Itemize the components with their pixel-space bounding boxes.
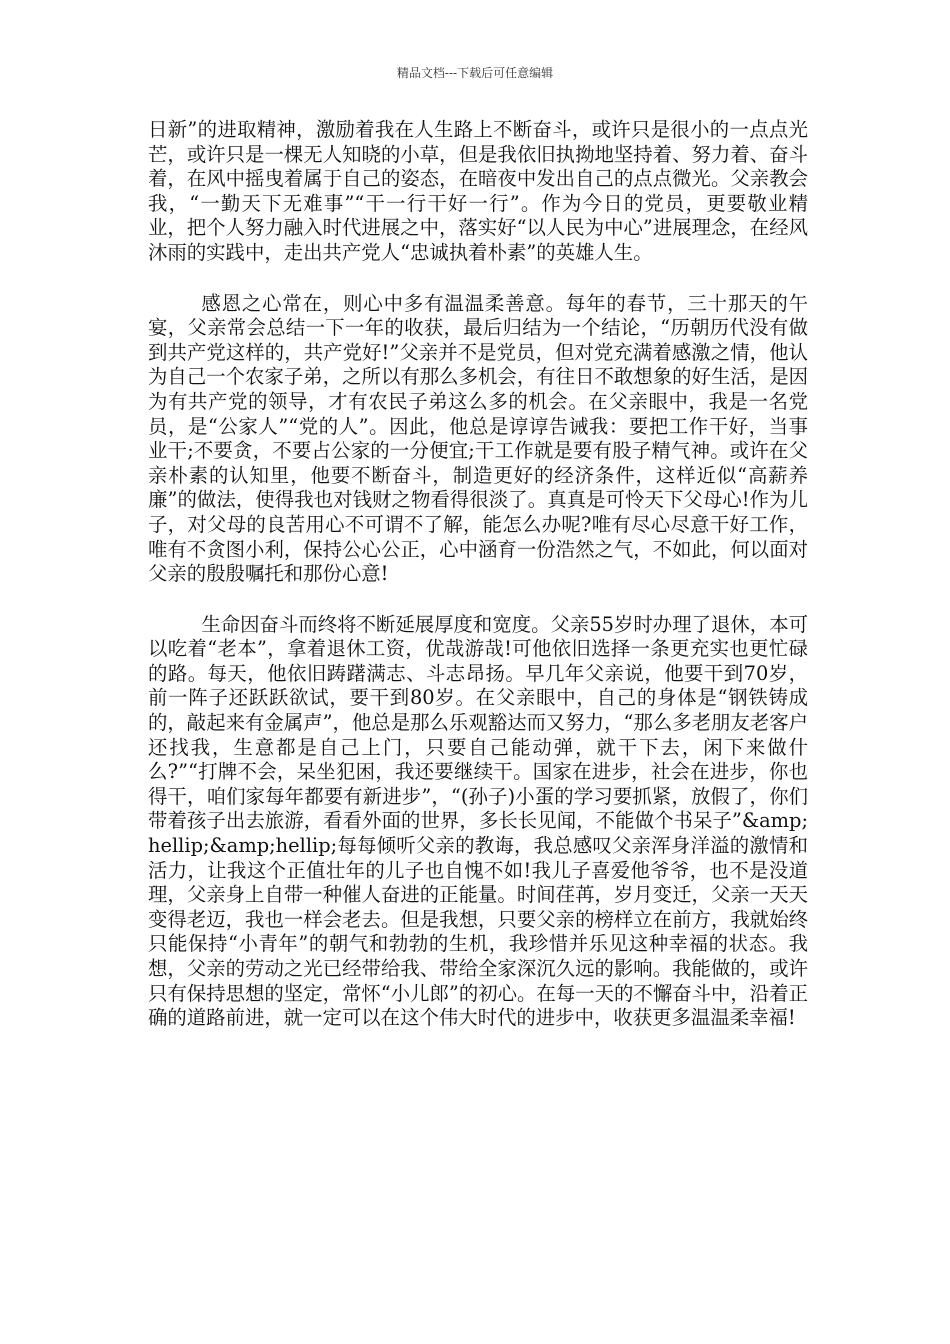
page-header: 精品文档---下载后可任意编辑: [396, 66, 554, 80]
paragraph-1: 日新”的进取精神，激励着我在人生路上不断奋斗，或许只是很小的一点点光芒，或许只是一棵无人知晓的小草，但是我依旧执拗地坚持着、努力着、奋斗着，在风中摇曳着属于自己的姿态，在暗夜中发出自己的点点微光。父亲教会我，“一勤天下无难事”“干一行干好一行”。作为今日的党员，更要敬业精业，把个人努力融入时代进展之中，落实好“以人民为中心”进展理念，在经风沐雨的实践中，走出共产党人“忠诚执着朴素”的英雄人生。: [148, 118, 808, 264]
document-body: [148, 118, 808, 1031]
paragraph-2: 感恩之心常在，则心中多有温温柔善意。每年的春节，三十那天的午宴，父亲常会总结一下一年的收获，最后归结为一个结论，“历朝历代没有做到共产党这样的，共产党好!”父亲并不是党员，但对党充满着感激之情，他认为自己一个农家子弟，之所以有那么多机会，有往日不敢想象的好生活，是因为有共产党的领导，才有农民子弟这么多的机会。在父亲眼中，我是一名党员，是“公家人”“党的人”。因此，他总是谆谆告诫我：要把工作干好，当事业干;不要贪，不要占公家的一分便宜;干工作就是要有股子精气神。或许在父亲朴素的认知里，他要不断奋斗，制造更好的经济条件，这样近似“高薪养廉”的做法，使得我也对钱财之物看得很淡了。真真是可怜天下父母心!作为儿子，对父母的良苦用心不可谓不了解，能怎么办呢?唯有尽心尽意干好工作，唯有不贪图小利，保持公心公正，心中涵育一份浩然之气，不如此，何以面对父亲的殷殷嘱托和那份心意!: [148, 291, 808, 586]
paragraph-3: 生命因奋斗而终将不断延展厚度和宽度。父亲55岁时办理了退休，本可以吃着“老本”，拿着退休工资，优哉游哉!可他依旧选择一条更充实也更忙碌的路。每天，他依旧踌躇满志、斗志昂扬。早几年父亲说，他要干到70岁，前一阵子还跃跃欲试，要干到80岁。在父亲眼中，自己的身体是“钢铁铸成的，敲起来有金属声”，他总是那么乐观豁达而又努力，“那么多老朋友老客户还找我，生意都是自己上门，只要自己能动弹，就干下去，闲下来做什么?”“打牌不会，呆坐犯困，我还要继续干。国家在进步，社会在进步，你也得干，咱们家每年都要有新进步”，“(孙子)小蛋的学习要抓紧，放假了，你们带着孩子出去旅游，看看外面的世界，多长长见闻，不能做个书呆子”&amp;hellip;&amp;hellip;每每倾听父亲的教诲，我总感叹父亲浑身洋溢的激情和活力，让我这个正值壮年的儿子也自愧不如!我儿子喜爱他爷爷，也不是没道理，父亲身上自带一种催人奋进的正能量。时间荏苒，岁月变迁，父亲一天天变得老迈，我也一样会老去。但是我想，只要父亲的榜样立在前方，我就始终只能保持“小青年”的朝气和勃勃的生机，我珍惜并乐见这种幸福的状态。我想，父亲的劳动之光已经带给我、带给全家深沉久远的影响。我能做的，或许只有保持思想的坚定，常怀“小儿郎”的初心。在每一天的不懈奋斗中，沿着正确的道路前进，就一定可以在这个伟大时代的进步中，收获更多温温柔幸福!: [148, 612, 808, 1030]
